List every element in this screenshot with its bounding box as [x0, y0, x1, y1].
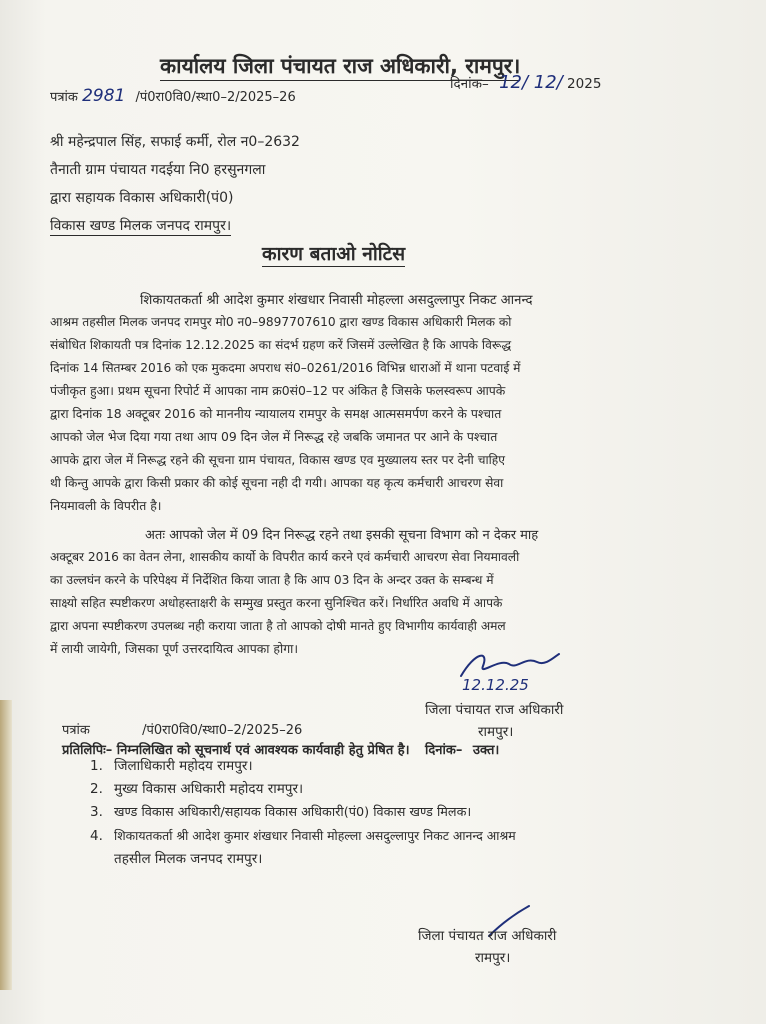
date-label: दिनांक–	[450, 76, 489, 92]
para1-line-1: शिकायतकर्ता श्री आदेश कुमार शंखधार निवासी मोहल्ला असदुल्लापुर निकट आनन्द	[140, 293, 533, 308]
para2-line-2: अक्टूबर 2016 का वेतन लेना, शासकीय कार्यो के विपरीत कार्य करने एवं कर्मचारी आचरण सेवा नियमावली	[50, 550, 520, 564]
copy-reference: /पं0रा0वि0/स्था0–2/2025–26	[142, 723, 303, 738]
para1-line-8: आपके द्वारा जेल में निरूद्ध रहने की सूचना ग्राम पंचायत, विकास खण्ड एव मुख्यालय स्तर पर देनी चाहिए	[50, 453, 505, 467]
copy-patrank-row	[62, 720, 302, 738]
date-year: 2025	[567, 76, 602, 92]
para1-line-10: नियमावली के विपरीत है।	[50, 498, 162, 513]
signature-1-title: जिला पंचायत राज अधिकारी	[425, 702, 564, 718]
addressee-line-2: तैनाती ग्राम पंचायत गदईया नि0 हरसुनगला	[50, 162, 266, 178]
office-title: कार्यालय जिला पंचायत राज अधिकारी, रामपुर।	[160, 52, 520, 81]
date-handwritten: 12/ 12/	[499, 72, 563, 93]
copy-date-label: दिनांक–	[425, 743, 463, 758]
para1-line-5: पंजीकृत हुआ। प्रथम सूचना रिपोर्ट में आपका नाम क्र0सं0–12 पर अंकित है जिसके फलस्वरूप आपके	[50, 383, 506, 398]
copy-date-value: उक्त।	[472, 743, 500, 758]
page-edge	[0, 700, 12, 990]
para2-line-3: का उल्लघंन करने के परिपेक्ष्य में निर्देशित किया जाता है कि आप 03 दिन के अन्दर उक्त के सम्बन्ध में	[50, 573, 494, 587]
para2-line-4: साक्ष्यो सहित स्पष्टीकरण अधोहस्ताक्षरी के सम्मुख प्रस्तुत करना सुनिश्चित करें। निर्धारित अवधि में आपके	[50, 596, 503, 610]
addressee-line-3: द्वारा सहायक विकास अधिकारी(पं0)	[50, 190, 234, 206]
letter-number-label: पत्रांक	[50, 90, 78, 105]
signature-1-place: रामपुर।	[478, 724, 514, 740]
letter-number-row	[50, 86, 296, 106]
para2-line-6: में लायी जायेगी, जिसका पूर्ण उत्तरदायित्व आपका होगा।	[50, 641, 299, 656]
copy-patrank-label: पत्रांक	[62, 723, 90, 738]
addressee-line-4: विकास खण्ड मिलक जनपद रामपुर।	[50, 218, 232, 234]
addressee-line-1: श्री महेन्द्रपाल सिंह, सफाई कर्मी, रोल न0–2632	[50, 134, 300, 150]
signature-1-date: 12.12.25	[462, 676, 529, 694]
list-item: 1. जिलाधिकारी महोदय रामपुर।	[90, 758, 253, 774]
list-item: 2. मुख्य विकास अधिकारी महोदय रामपुर।	[90, 781, 304, 797]
para1-line-4: दिनांक 14 सितम्बर 2016 को एक मुकदमा अपराध सं0–0261/2016 विभिन्न धाराओं में थाना पटवाई में	[50, 361, 521, 375]
para1-line-9: थी किन्तु आपके द्वारा किसी प्रकार की कोई सूचना नही दी गयी। आपका यह कृत्य कर्मचारी आचरण सेवा	[50, 476, 504, 490]
letter-reference: /पं0रा0वि0/स्था0–2/2025–26	[135, 90, 296, 105]
letter-number-handwritten: 2981	[82, 86, 126, 106]
notice-subject: कारण बताओ नोटिस	[262, 240, 405, 267]
copy-heading: प्रतिलिपिः– निम्नलिखित को सूचनार्थ एवं आवश्यक कार्यवाही हेतु प्रेषित है।	[62, 743, 410, 758]
copy-recipient-list	[90, 755, 516, 871]
signature-2-place: रामपुर।	[475, 950, 511, 966]
para1-line-7: आपको जेल भेज दिया गया तथा आप 09 दिन जेल में निरूद्ध रहे जबकि जमानत पर आने के पश्चात	[50, 429, 498, 444]
para1-line-2: आश्रम तहसील मिलक जनपद रामपुर मो0 न0–9897707610 द्वारा खण्ड विकास अधिकारी मिलक को	[50, 315, 512, 329]
para2-line-5: द्वारा अपना स्पष्टीकरण उपलब्ध नही कराया जाता है तो आपको दोषी मानते हुए विभागीय कार्यवाही अमल	[50, 619, 506, 633]
para1-line-3: संबोधित शिकायती पत्र दिनांक 12.12.2025 का संदर्भ ग्रहण करें जिसमें उल्लेखित है कि आपके विरूद्ध	[50, 338, 512, 352]
date-row	[450, 72, 601, 93]
list-item-continuation: तहसील मिलक जनपद रामपुर।	[114, 851, 263, 867]
list-item: 3. खण्ड विकास अधिकारी/सहायक विकास अधिकारी(पं0) विकास खण्ड मिलक।	[90, 804, 472, 820]
para2-line-1: अतः आपको जेल में 09 दिन निरूद्ध रहने तथा इसकी सूचना विभाग को न देकर माह	[145, 528, 539, 543]
list-item: 4. शिकायतकर्ता श्री आदेश कुमार शंखधार निवासी मोहल्ला असदुल्लापुर निकट आनन्द आश्रम	[90, 828, 516, 844]
para1-line-6: द्वारा दिनांक 18 अक्टूबर 2016 को माननीय न्यायालय रामपुर के समक्ष आत्मसमर्पण करने के पश्चात	[50, 406, 502, 421]
signature-2-title: जिला पंचायत राज अधिकारी	[418, 928, 557, 944]
